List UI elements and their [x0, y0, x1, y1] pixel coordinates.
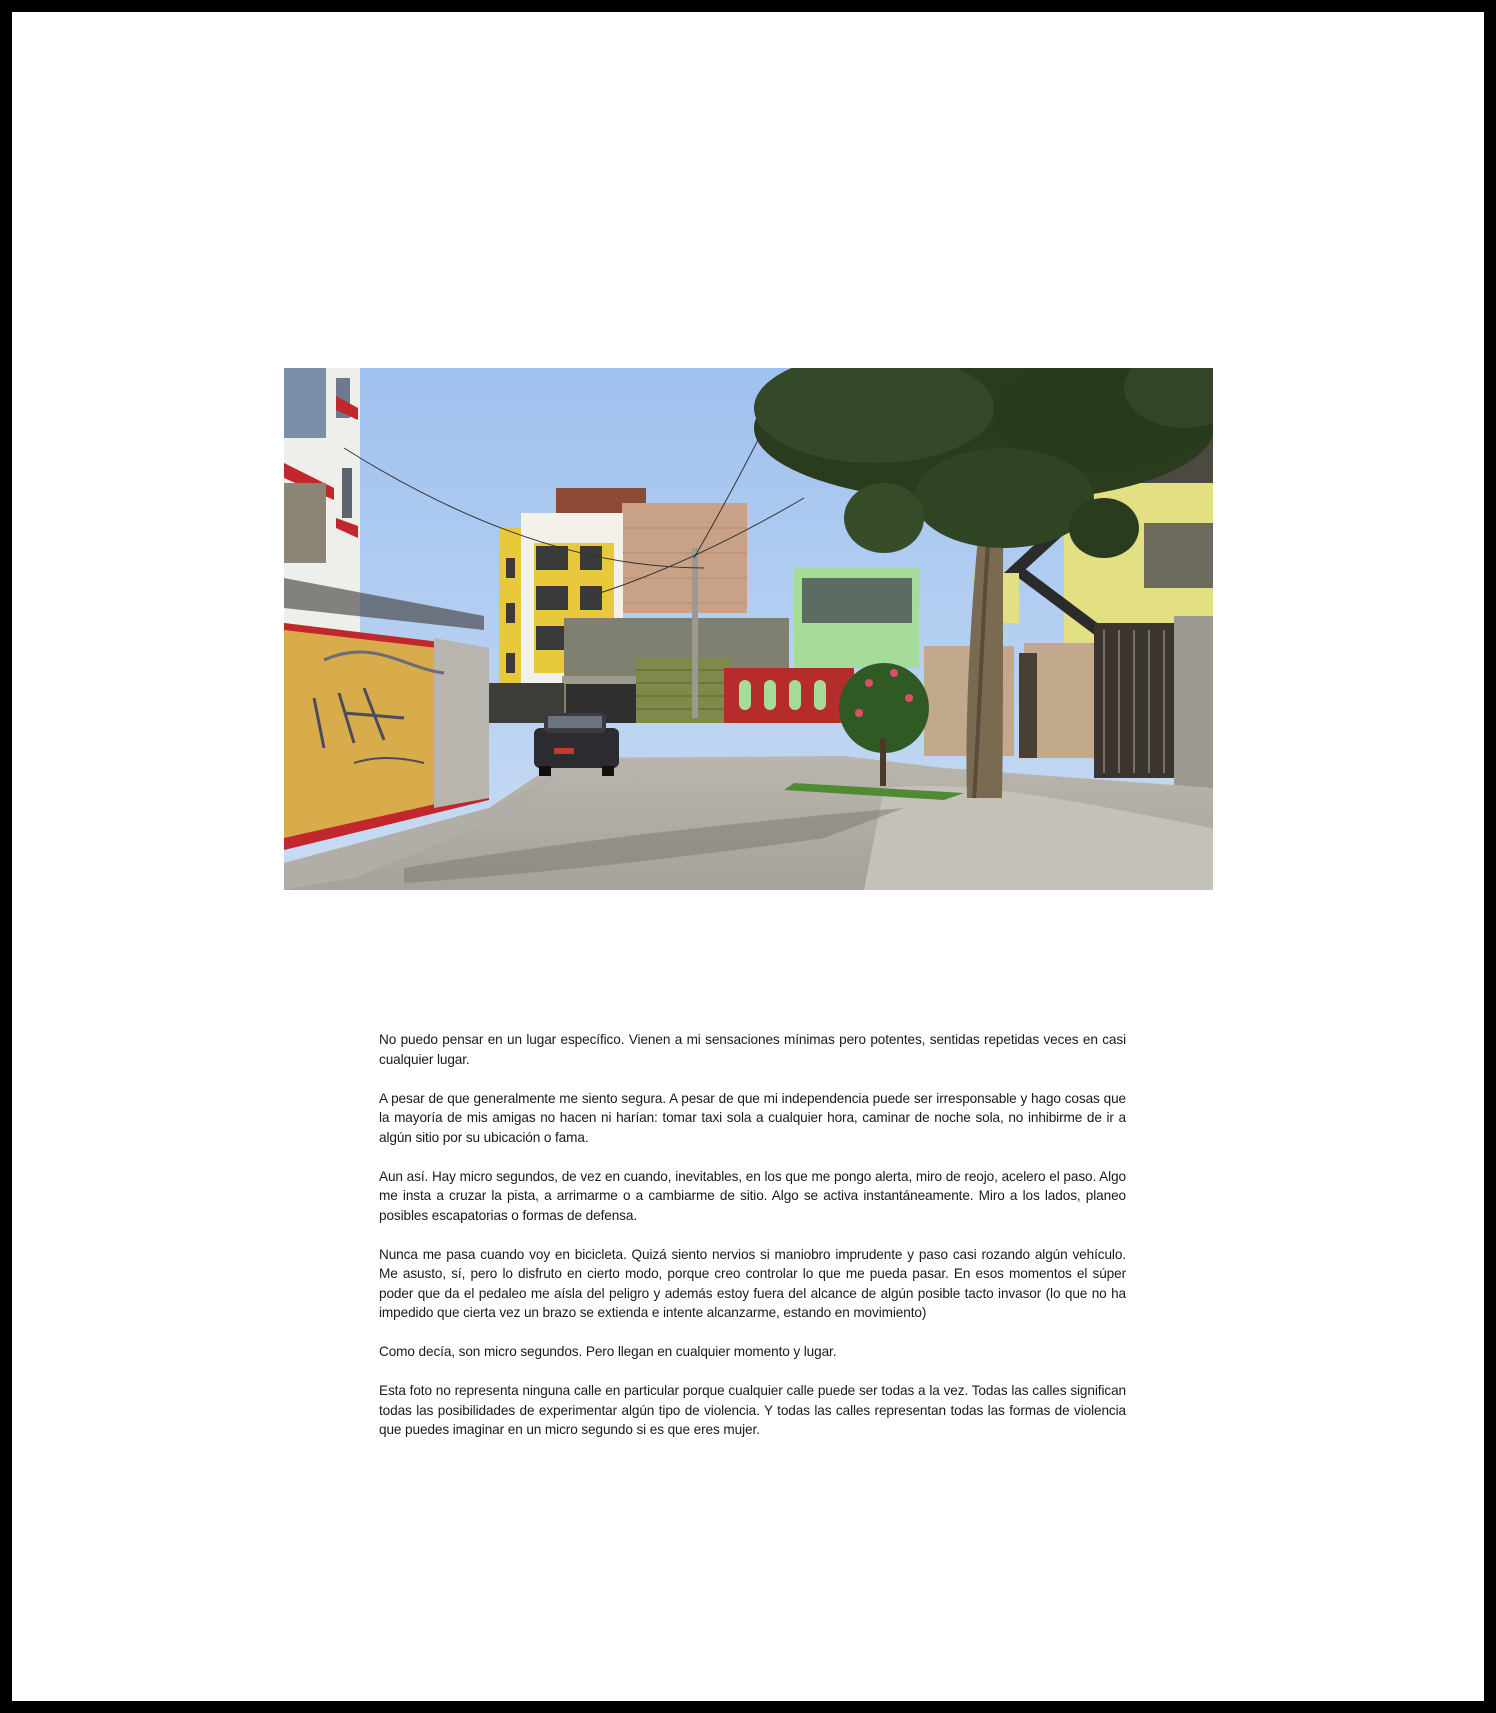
paragraph-6: Esta foto no representa ninguna calle en particular porque cualquier calle puede ser todas a la vez. Todas las calles significan todas las posibilidades de experimentar algún tipo de violencia. Y todas las calles representan todas las formas de violencia que puedes imaginar en un micro segundo si es que eres mujer.: [379, 1383, 1126, 1437]
street-photo-illustration: [284, 368, 1213, 890]
paragraph-3: Aun así. Hay micro segundos, de vez en cuando, inevitables, en los que me pongo alerta, miro de reojo, acelero el paso. Algo me insta a cruzar la pista, a arrimarme o a cambiarme de sitio. Algo se activa instantáneamente. Miro a los lados, planeo posibles escapatorias o formas de defensa.: [379, 1168, 1126, 1223]
paragraph-2: A pesar de que generalmente me siento segura. A pesar de que mi independencia puede ser irresponsable y hago cosas que la mayoría de mis amigas no hacen ni harían: tomar taxi sola a cualquier hora, caminar de noche sola, no inhibirme de ir a algún sitio por su ubicación o fama.: [379, 1090, 1126, 1145]
street-photo: [284, 368, 1213, 890]
paragraph-1: No puedo pensar en un lugar específico. Vienen a mi sensaciones mínimas pero potentes, sentidas repetidas veces en casi cualquier lugar.: [379, 1032, 1126, 1067]
paragraph-5: Como decía, son micro segundos. Pero llegan en cualquier momento y lugar.: [379, 1344, 837, 1359]
page: [12, 12, 1484, 1701]
body-text: [379, 1030, 1126, 1459]
paragraph-4: Nunca me pasa cuando voy en bicicleta. Quizá siento nervios si maniobro imprudente y paso casi rozando algún vehículo. Me asusto, sí, pero lo disfruto en cierto modo, porque creo controlar lo que me pueda pasar. En esos momentos el súper poder que da el pedaleo me aísla del peligro y además estoy fuera del alcance de algún posible tacto invasor (lo que no ha impedido que cierta vez un brazo se extienda e intente alcanzarme, estando en movimiento): [379, 1246, 1126, 1320]
